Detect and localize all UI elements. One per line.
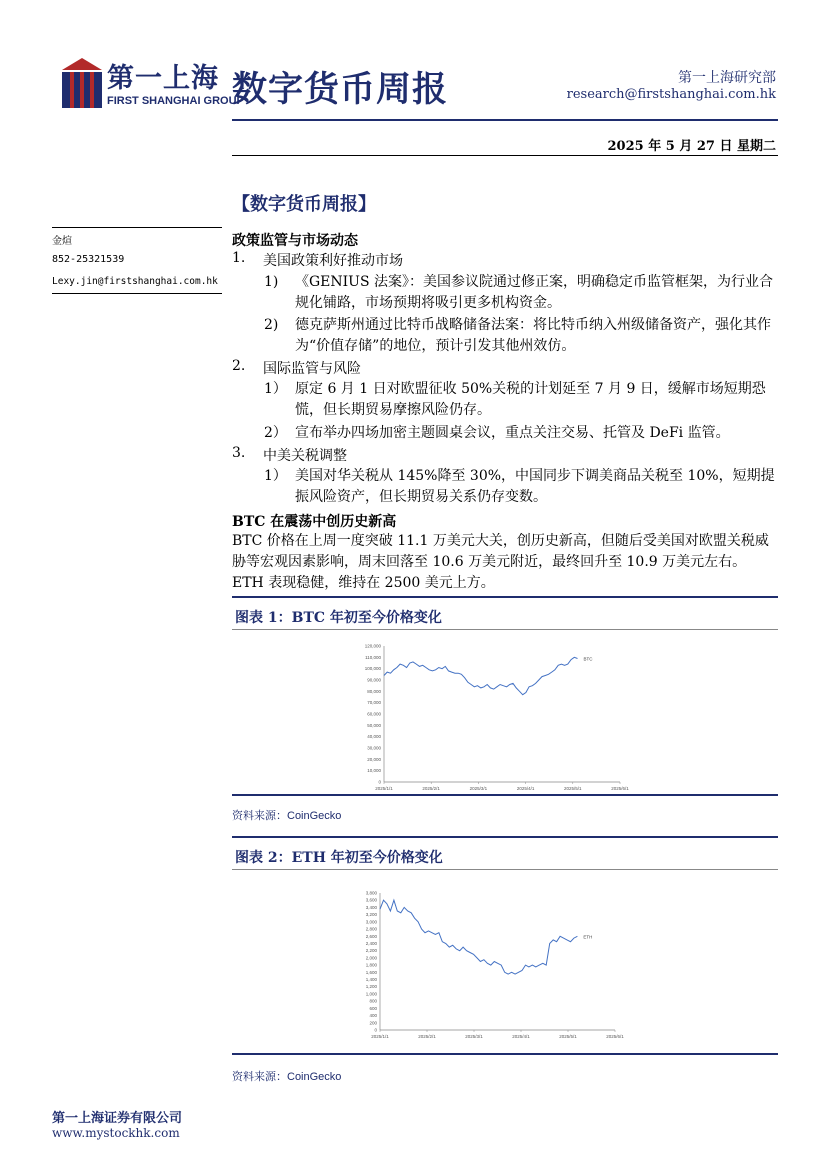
sub-list-number: 1） bbox=[264, 468, 287, 484]
company-logo bbox=[62, 58, 102, 108]
y-tick-label: 50,000 bbox=[367, 722, 381, 728]
y-tick-label: 10,000 bbox=[367, 768, 381, 774]
x-tick-label: 2025/5/1 bbox=[564, 786, 582, 791]
list-number: 2. bbox=[232, 358, 246, 374]
y-tick-label: 3,400 bbox=[365, 904, 377, 910]
figure1-bottom-rule bbox=[232, 794, 778, 796]
y-tick-label: 200 bbox=[369, 1020, 377, 1026]
series-line-btc bbox=[384, 657, 578, 694]
x-tick-label: 2025/4/1 bbox=[512, 1034, 530, 1039]
research-email[interactable]: research@firstshanghai.com.hk bbox=[566, 87, 776, 102]
x-tick-label: 2025/3/1 bbox=[469, 786, 488, 791]
list-text: 美国政策利好推动市场 bbox=[263, 253, 403, 269]
figure1-top-rule bbox=[232, 596, 778, 598]
figure2-title-rule bbox=[232, 869, 778, 870]
y-tick-label: 0 bbox=[378, 779, 381, 785]
x-tick-label: 2025/3/1 bbox=[465, 1034, 483, 1039]
y-tick-label: 80,000 bbox=[367, 688, 381, 694]
y-tick-label: 40,000 bbox=[367, 734, 381, 740]
author-phone: 852-25321539 bbox=[52, 254, 125, 265]
logo-text-en: FIRST SHANGHAI GROUP bbox=[107, 95, 244, 107]
legend-label: BTC bbox=[583, 656, 593, 662]
y-tick-label: 1,000 bbox=[365, 991, 377, 997]
author-email[interactable]: Lexy.jin@firstshanghai.com.hk bbox=[52, 276, 218, 287]
sub-list-number: 1) bbox=[264, 274, 279, 290]
figure1-title-rule bbox=[232, 629, 778, 630]
x-tick-label: 2025/2/1 bbox=[422, 786, 440, 791]
y-tick-label: 1,400 bbox=[365, 977, 377, 983]
legend-label: ETH bbox=[583, 934, 593, 940]
y-tick-label: 2,000 bbox=[365, 955, 377, 961]
y-tick-label: 60,000 bbox=[367, 711, 381, 717]
figure2-source: 资料来源：CoinGecko bbox=[232, 1071, 342, 1083]
figure2-bottom-rule bbox=[232, 1053, 778, 1055]
y-tick-label: 800 bbox=[369, 998, 377, 1004]
y-tick-label: 1,200 bbox=[365, 984, 377, 990]
author-name: 金煊 bbox=[52, 236, 72, 247]
y-tick-label: 100,000 bbox=[364, 666, 381, 672]
y-tick-label: 1,800 bbox=[365, 962, 377, 968]
section-heading-policy: 政策监管与市场动态 bbox=[232, 233, 358, 249]
report-date: 2025 年 5 月 27 日 星期二 bbox=[607, 139, 776, 154]
y-tick-label: 1,600 bbox=[365, 969, 377, 975]
y-tick-label: 3,800 bbox=[365, 890, 377, 896]
y-tick-label: 110,000 bbox=[365, 654, 381, 660]
y-tick-label: 400 bbox=[369, 1013, 377, 1019]
logo-text-cn: 第一上海 bbox=[107, 63, 219, 94]
author-bottom-divider bbox=[52, 293, 222, 294]
figure2-title: 图表 2：ETH 年初至今价格变化 bbox=[235, 850, 443, 866]
y-tick-label: 3,200 bbox=[365, 912, 377, 918]
sub-list-text: 德克萨斯州通过比特币战略储备法案：将比特币纳入州级储备资产，强化其作为“价值存储”的地位，预计引发其他州效仿。 bbox=[295, 317, 771, 354]
x-tick-label: 2025/2/1 bbox=[418, 1034, 436, 1039]
date-divider bbox=[232, 155, 778, 156]
y-tick-label: 2,400 bbox=[365, 940, 377, 946]
y-tick-label: 120,000 bbox=[364, 643, 381, 649]
report-header-title: 数字货币周报 bbox=[232, 69, 449, 110]
y-tick-label: 600 bbox=[369, 1005, 377, 1011]
list-number: 1. bbox=[232, 250, 246, 266]
y-tick-label: 2,600 bbox=[365, 933, 377, 939]
btc-price-chart bbox=[360, 638, 640, 798]
sub-list-text: 原定 6 月 1 日对欧盟征收 50%关税的计划延至 7 月 9 日，缓解市场短期恐慌，但长期贸易摩擦风险仍存。 bbox=[295, 381, 766, 418]
btc-paragraph: BTC 价格在上周一度突破 11.1 万美元大关，创历史新高，但随后受美国对欧盟关税威胁等宏观因素影响，周末回落至 10.6 万美元附近，最终回升至 10.9 万美元左右。ETH 表现稳健，维持在 2500 美元上方。 bbox=[232, 533, 769, 591]
series-line-eth bbox=[380, 900, 577, 974]
sub-list-text: 宣布举办四场加密主题圆桌会议，重点关注交易、托管及 DeFi 监管。 bbox=[295, 425, 730, 441]
y-tick-label: 3,600 bbox=[365, 897, 377, 903]
y-tick-label: 0 bbox=[374, 1027, 377, 1033]
sub-list-number: 1） bbox=[264, 381, 287, 397]
y-tick-label: 3,000 bbox=[365, 919, 377, 925]
y-tick-label: 90,000 bbox=[367, 677, 381, 683]
sub-list-text: 《GENIUS 法案》：美国参议院通过修正案，明确稳定币监管框架，为行业合规化铺路，市场预期将吸引更多机构资金。 bbox=[295, 274, 774, 311]
list-number: 3. bbox=[232, 445, 246, 461]
x-tick-label: 2025/5/1 bbox=[559, 1034, 577, 1039]
x-tick-label: 2025/1/1 bbox=[371, 1034, 389, 1039]
sub-list-number: 2） bbox=[264, 425, 287, 441]
footer-url[interactable]: www.mystockhk.com bbox=[52, 1126, 180, 1140]
sub-list-number: 2) bbox=[264, 317, 279, 333]
figure1-title: 图表 1：BTC 年初至今价格变化 bbox=[235, 610, 442, 626]
x-tick-label: 2025/6/1 bbox=[606, 1034, 624, 1039]
eth-price-chart bbox=[360, 885, 640, 1045]
report-title: 【数字货币周报】 bbox=[232, 194, 376, 215]
y-tick-label: 2,200 bbox=[365, 948, 377, 954]
list-text: 国际监管与风险 bbox=[263, 361, 361, 377]
list-text: 中美关税调整 bbox=[263, 448, 347, 464]
figure1-source: 资料来源：CoinGecko bbox=[232, 810, 342, 822]
author-top-divider bbox=[52, 227, 222, 228]
x-tick-label: 2025/4/1 bbox=[516, 786, 535, 791]
research-dept: 第一上海研究部 bbox=[678, 70, 776, 86]
y-tick-label: 20,000 bbox=[367, 756, 381, 762]
figure2-top-rule bbox=[232, 836, 778, 838]
sub-list-text: 美国对华关税从 145%降至 30%，中国同步下调美商品关税至 10%，短期提振风险资产，但长期贸易关系仍存变数。 bbox=[295, 468, 775, 505]
x-tick-label: 2025/6/1 bbox=[611, 786, 629, 791]
y-tick-label: 30,000 bbox=[367, 745, 381, 751]
header-divider bbox=[232, 119, 778, 121]
footer-company: 第一上海证券有限公司 bbox=[52, 1111, 183, 1126]
x-tick-label: 2025/1/1 bbox=[375, 786, 393, 791]
y-tick-label: 70,000 bbox=[367, 700, 381, 706]
y-tick-label: 2,800 bbox=[365, 926, 377, 932]
section-heading-btc: BTC 在震荡中创历史新高 bbox=[232, 514, 397, 530]
